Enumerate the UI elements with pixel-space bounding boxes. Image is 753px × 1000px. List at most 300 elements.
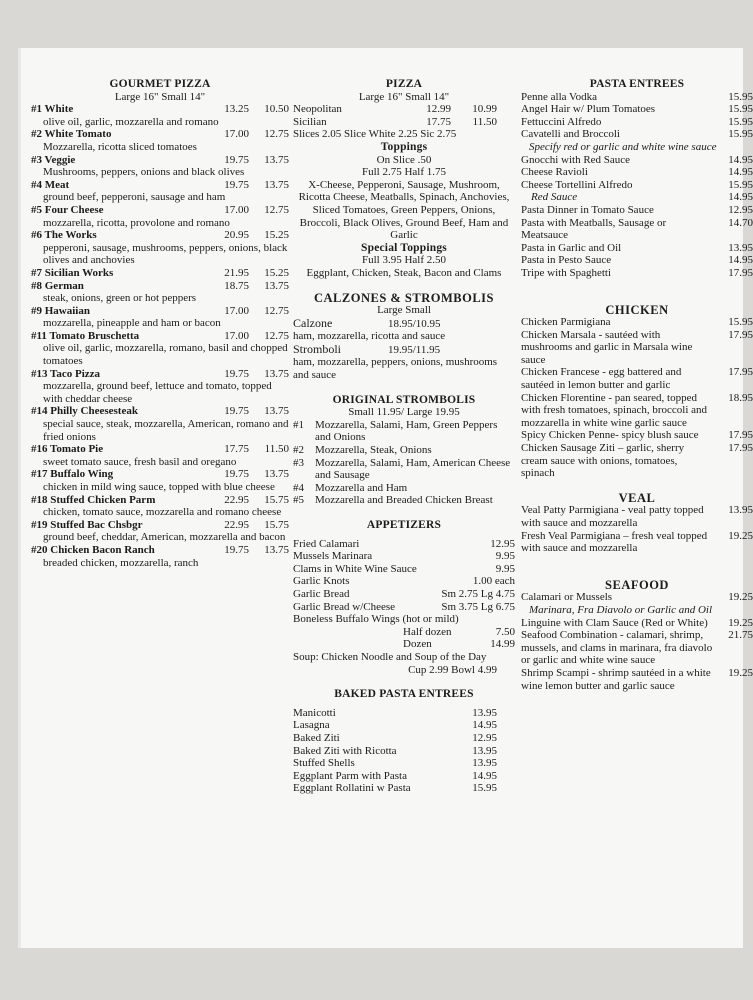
appetizer-name: Garlic Knots bbox=[293, 575, 350, 588]
chicken-name: Chicken Parmigiana bbox=[521, 316, 611, 329]
baked-row bbox=[293, 745, 515, 758]
gourmet-price-small: 12.75 bbox=[264, 203, 289, 216]
pasta-row bbox=[521, 91, 753, 104]
gourmet-item-name: #11 Tomato Bruschetta bbox=[31, 329, 140, 342]
gourmet-item-row bbox=[31, 280, 289, 293]
special-toppings-title: Special Toppings bbox=[361, 241, 447, 254]
original-item-row bbox=[293, 494, 515, 507]
pizza-price-small: 10.99 bbox=[472, 103, 497, 116]
pasta-price: 13.95 bbox=[728, 241, 753, 254]
gourmet-item-name: #8 German bbox=[31, 279, 84, 292]
chicken-name: Chicken Sausage Ziti – garlic, sherry cream sauce with onions, tomatoes, spinach bbox=[521, 442, 685, 480]
menu-page bbox=[18, 48, 753, 948]
original-item-number: #3 bbox=[293, 456, 304, 469]
baked-pasta-title: BAKED PASTA ENTREES bbox=[334, 688, 474, 701]
gourmet-item bbox=[31, 519, 289, 544]
pasta-item bbox=[521, 217, 753, 242]
gourmet-item-row bbox=[31, 229, 289, 242]
gourmet-item-desc: breaded chicken, mozzarella, ranch bbox=[43, 556, 199, 569]
pasta-name: Cheese Ravioli bbox=[521, 166, 588, 179]
gourmet-price-small: 13.75 bbox=[264, 367, 289, 380]
calzone-item-desc: ham, mozzarella, peppers, onions, mushrooms and sauce bbox=[293, 356, 498, 382]
pasta-item bbox=[521, 191, 753, 204]
original-item-number: #1 bbox=[293, 418, 304, 431]
baked-name: Eggplant Parm with Pasta bbox=[293, 769, 407, 782]
gourmet-price-large: 20.95 bbox=[224, 229, 249, 242]
chicken-item bbox=[521, 329, 753, 367]
toppings-title: Toppings bbox=[380, 140, 428, 153]
baked-price: 14.95 bbox=[472, 769, 497, 782]
seafood-title: SEAFOOD bbox=[605, 577, 669, 592]
chicken-price: 17.95 bbox=[728, 442, 753, 455]
gourmet-item-name: #7 Sicilian Works bbox=[31, 266, 114, 279]
pasta-name: Cheese Tortellini Alfredo bbox=[521, 178, 633, 191]
veal-name: Veal Patty Parmigiana - veal patty topped with sauce and mozzarella bbox=[521, 504, 704, 529]
pasta-price: 17.95 bbox=[728, 266, 753, 279]
gourmet-item bbox=[31, 154, 289, 179]
baked-row bbox=[293, 732, 515, 745]
pizza-price-large: 12.99 bbox=[426, 103, 451, 116]
gourmet-price-small: 12.75 bbox=[264, 329, 289, 342]
gourmet-item bbox=[31, 280, 289, 305]
seafood-item bbox=[521, 591, 753, 616]
pasta-row bbox=[521, 179, 753, 192]
chicken-price: 15.95 bbox=[728, 316, 753, 329]
calzone-item-desc: ham, mozzarella, ricotta and sauce bbox=[293, 330, 446, 343]
pasta-item bbox=[521, 179, 753, 192]
gourmet-price-large: 17.00 bbox=[224, 304, 249, 317]
gourmet-price-large: 17.00 bbox=[224, 128, 249, 141]
baked-row bbox=[293, 782, 515, 795]
seafood-name: Calamari or Mussels bbox=[521, 591, 613, 604]
gourmet-item-desc: mozzarella, pineapple and ham or bacon bbox=[43, 317, 221, 330]
pasta-item bbox=[521, 267, 753, 280]
pasta-item bbox=[521, 254, 753, 267]
pasta-name: Fettuccini Alfredo bbox=[521, 115, 602, 128]
appetizer-price: Sm 2.75 Lg 4.75 bbox=[441, 587, 515, 600]
gourmet-price-large: 19.75 bbox=[224, 178, 249, 191]
gourmet-item-row bbox=[31, 154, 289, 167]
baked-price: 14.95 bbox=[472, 719, 497, 732]
calzone-item-row bbox=[293, 317, 515, 331]
calzone-item-row bbox=[293, 343, 515, 357]
chicken-row bbox=[521, 429, 753, 442]
gourmet-item-desc: special sauce, steak, mozzarella, American, romano and fried onions bbox=[43, 418, 289, 443]
seafood-row bbox=[521, 667, 753, 692]
gourmet-item bbox=[31, 443, 289, 468]
appetizer-name: Garlic Bread bbox=[293, 587, 350, 600]
original-item-desc: Mozzarella and Ham bbox=[315, 481, 408, 494]
gourmet-item bbox=[31, 229, 289, 267]
gourmet-item-desc: chicken in mild wing sauce, topped with blue cheese bbox=[43, 481, 275, 493]
gourmet-price-large: 19.75 bbox=[224, 543, 249, 556]
baked-name: Stuffed Shells bbox=[293, 757, 355, 770]
gourmet-price-small: 12.75 bbox=[264, 304, 289, 317]
baked-price: 13.95 bbox=[472, 744, 497, 757]
chicken-price: 17.95 bbox=[728, 366, 753, 379]
gourmet-item bbox=[31, 103, 289, 128]
appetizer-row bbox=[293, 538, 515, 551]
gourmet-price-small: 13.75 bbox=[264, 279, 289, 292]
appetizer-row bbox=[293, 588, 515, 601]
baked-row bbox=[293, 757, 515, 770]
appetizer-price: 1.00 each bbox=[472, 575, 515, 588]
pasta-name: Gnocchi with Red Sauce bbox=[521, 153, 631, 166]
chicken-row bbox=[521, 366, 753, 391]
baked-name: Baked Ziti bbox=[293, 731, 340, 744]
gourmet-list bbox=[31, 103, 289, 569]
chicken-list bbox=[521, 316, 753, 480]
original-strombolis-sizes: Small 11.95/ Large 19.95 bbox=[348, 406, 460, 419]
pasta-item bbox=[521, 242, 753, 255]
gourmet-item bbox=[31, 128, 289, 153]
pasta-price: 12.95 bbox=[728, 203, 753, 216]
gourmet-item bbox=[31, 494, 289, 519]
veal-row bbox=[521, 504, 753, 529]
pasta-item bbox=[521, 116, 753, 129]
gourmet-item-desc: ground beef, cheddar, American, mozzarella and bacon bbox=[43, 531, 286, 544]
gourmet-item-name: #4 Meat bbox=[31, 178, 70, 191]
appetizer-row bbox=[293, 575, 515, 588]
gourmet-price-small: 15.25 bbox=[264, 229, 289, 242]
chicken-item bbox=[521, 442, 753, 480]
gourmet-item bbox=[31, 267, 289, 280]
seafood-name: Seafood Combination - calamari, shrimp, mussels, and clams in marinara, fra diavolo or garlic and white wine sauce bbox=[521, 629, 713, 667]
seafood-row bbox=[521, 591, 753, 604]
pasta-row bbox=[521, 267, 753, 280]
gourmet-price-small: 12.75 bbox=[264, 128, 289, 141]
original-item-desc: Mozzarella, Salami, Ham, Green Peppers and Onions bbox=[315, 418, 498, 444]
pasta-name: Angel Hair w/ Plum Tomatoes bbox=[521, 103, 656, 116]
wings-line: Boneless Buffalo Wings (hot or mild) bbox=[293, 613, 459, 626]
baked-price: 12.95 bbox=[472, 731, 497, 744]
pasta-row bbox=[521, 128, 753, 141]
pizza-sizes: Large 16" Small 14" bbox=[358, 90, 450, 103]
chicken-row bbox=[521, 329, 753, 367]
gourmet-item-row bbox=[31, 305, 289, 318]
baked-row bbox=[293, 707, 515, 720]
gourmet-item-name: #6 The Works bbox=[31, 229, 97, 242]
baked-price: 13.95 bbox=[472, 706, 497, 719]
chicken-price: 17.95 bbox=[728, 328, 753, 341]
gourmet-item-row bbox=[31, 204, 289, 217]
chicken-row bbox=[521, 442, 753, 480]
veal-title: VEAL bbox=[618, 490, 656, 505]
pasta-row bbox=[521, 191, 753, 204]
pasta-price: 15.95 bbox=[728, 90, 753, 103]
gourmet-item-row bbox=[31, 179, 289, 192]
gourmet-price-small: 13.75 bbox=[264, 468, 289, 481]
gourmet-item-desc: ground beef, pepperoni, sausage and ham bbox=[43, 191, 226, 204]
seafood-item bbox=[521, 629, 753, 667]
appetizer-row bbox=[293, 550, 515, 563]
dozen-row: Dozen 14.99 bbox=[403, 638, 515, 651]
pasta-item bbox=[521, 154, 753, 167]
gourmet-price-large: 17.75 bbox=[224, 443, 249, 456]
gourmet-sizes: Large 16" Small 14" bbox=[114, 90, 206, 103]
pasta-price: 15.95 bbox=[728, 178, 753, 191]
gourmet-item-row bbox=[31, 468, 289, 481]
pasta-price: 14.95 bbox=[728, 191, 753, 204]
gourmet-pizza-title: GOURMET PIZZA bbox=[109, 78, 211, 90]
gourmet-item-desc: mozzarella, ground beef, lettuce and tomato, topped with cheddar cheese bbox=[43, 380, 272, 405]
veal-row bbox=[521, 530, 753, 555]
seafood-price: 19.25 bbox=[728, 616, 753, 629]
appetizer-row bbox=[293, 601, 515, 614]
pasta-name: Pasta with Meatballs, Sausage or Meatsauce bbox=[521, 216, 667, 242]
seafood-price: 19.25 bbox=[728, 666, 753, 679]
appetizer-price: Sm 3.75 Lg 6.75 bbox=[441, 600, 515, 613]
calzone-list bbox=[293, 317, 515, 382]
veal-item bbox=[521, 530, 753, 555]
original-item-desc: Mozzarella, Salami, Ham, American Cheese and Sausage bbox=[315, 456, 511, 482]
gourmet-price-small: 11.50 bbox=[264, 443, 289, 456]
slice-prices: Slices 2.05 Slice White 2.25 Sic 2.75 bbox=[293, 128, 457, 141]
on-slice-price: On Slice .50 bbox=[376, 153, 432, 166]
gourmet-item-row bbox=[31, 368, 289, 381]
chicken-item bbox=[521, 366, 753, 391]
gourmet-item-name: #13 Taco Pizza bbox=[31, 367, 101, 380]
pasta-price: 14.95 bbox=[728, 166, 753, 179]
gourmet-item-name: #18 Stuffed Chicken Parm bbox=[31, 493, 156, 506]
gourmet-price-small: 15.75 bbox=[264, 493, 289, 506]
pasta-row bbox=[521, 242, 753, 255]
gourmet-item bbox=[31, 204, 289, 229]
gourmet-item-desc: mozzarella, ricotta, provolone and romano bbox=[43, 216, 230, 229]
appetizer-name: Mussels Marinara bbox=[293, 550, 373, 563]
gourmet-item-name: #19 Stuffed Bac Chsbgr bbox=[31, 518, 143, 531]
chicken-row bbox=[521, 392, 753, 430]
original-strombolis-title: ORIGINAL STROMBOLIS bbox=[332, 393, 476, 406]
pasta-name: Red Sauce bbox=[531, 191, 578, 204]
chicken-item bbox=[521, 316, 753, 329]
baked-row bbox=[293, 719, 515, 732]
half-dozen-row: Half dozen 7.50 bbox=[403, 625, 515, 638]
seafood-name: Linguine with Clam Sauce (Red or White) bbox=[521, 616, 708, 629]
topping-full-half: Full 2.75 Half 1.75 bbox=[361, 166, 447, 179]
pasta-item bbox=[521, 91, 753, 104]
gourmet-price-large: 21.95 bbox=[224, 266, 249, 279]
calzone-item-price: 18.95/10.95 bbox=[388, 317, 441, 330]
appetizer-name: Fried Calamari bbox=[293, 537, 360, 550]
original-item-number: #2 bbox=[293, 444, 304, 457]
gourmet-item-name: #17 Buffalo Wing bbox=[31, 468, 114, 481]
veal-item bbox=[521, 504, 753, 529]
gourmet-item-row bbox=[31, 443, 289, 456]
gourmet-price-small: 13.75 bbox=[264, 543, 289, 556]
gourmet-item bbox=[31, 330, 289, 368]
veal-price: 13.95 bbox=[728, 504, 753, 517]
pizza-item-name: Sicilian bbox=[293, 115, 327, 128]
gourmet-item-desc: steak, onions, green or hot peppers bbox=[43, 292, 197, 305]
pasta-row bbox=[521, 204, 753, 217]
gourmet-price-large: 19.75 bbox=[224, 367, 249, 380]
appetizer-price: 9.95 bbox=[495, 550, 515, 563]
middle-column bbox=[293, 78, 515, 795]
veal-list bbox=[521, 504, 753, 554]
gourmet-price-small: 15.75 bbox=[264, 518, 289, 531]
pasta-name: Pasta in Garlic and Oil bbox=[521, 241, 622, 254]
pasta-row bbox=[521, 154, 753, 167]
gourmet-price-large: 19.75 bbox=[224, 405, 249, 418]
appetizers-title: APPETIZERS bbox=[366, 519, 442, 531]
seafood-item bbox=[521, 667, 753, 692]
gourmet-price-large: 17.00 bbox=[224, 329, 249, 342]
pasta-name: Penne alla Vodka bbox=[521, 90, 597, 103]
pizza-price-large: 17.75 bbox=[426, 115, 451, 128]
gourmet-item-name: #9 Hawaiian bbox=[31, 304, 90, 317]
gourmet-price-large: 13.25 bbox=[224, 103, 249, 116]
special-toppings-list: Eggplant, Chicken, Steak, Bacon and Clams bbox=[306, 266, 502, 279]
gourmet-item-name: #2 White Tomato bbox=[31, 128, 112, 141]
gourmet-item bbox=[31, 468, 289, 493]
gourmet-item bbox=[31, 405, 289, 443]
chicken-item bbox=[521, 392, 753, 430]
pasta-row bbox=[521, 116, 753, 129]
soup-prices: Cup 2.99 Bowl 4.99 bbox=[408, 663, 497, 676]
pasta-item bbox=[521, 103, 753, 116]
pasta-name: Pasta Dinner in Tomato Sauce bbox=[521, 203, 654, 216]
pasta-row bbox=[521, 217, 753, 242]
gourmet-item-desc: chicken, tomato sauce, mozzarella and romano cheese bbox=[43, 506, 282, 519]
pasta-row bbox=[521, 254, 753, 267]
original-list bbox=[293, 419, 515, 507]
gourmet-item-desc: sweet tomato sauce, fresh basil and oregano bbox=[43, 455, 237, 468]
appetizer-list bbox=[293, 538, 515, 614]
gourmet-item bbox=[31, 544, 289, 569]
seafood-name: Shrimp Scampi - shrimp sautéed in a white wine lemon butter and garlic sauce bbox=[521, 666, 711, 692]
appetizer-price: 9.95 bbox=[495, 562, 515, 575]
appetizer-name: Clams in White Wine Sauce bbox=[293, 562, 417, 575]
gourmet-item-row bbox=[31, 103, 289, 116]
original-item-row bbox=[293, 457, 515, 482]
chicken-price: 17.95 bbox=[728, 429, 753, 442]
pasta-price: 14.95 bbox=[728, 254, 753, 267]
special-toppings-prices: Full 3.95 Half 2.50 bbox=[361, 254, 447, 267]
gourmet-item bbox=[31, 179, 289, 204]
gourmet-item-row bbox=[31, 544, 289, 557]
pasta-name: Pasta in Pesto Sauce bbox=[521, 254, 612, 267]
chicken-price: 18.95 bbox=[728, 391, 753, 404]
chicken-title: CHICKEN bbox=[605, 302, 669, 317]
original-item-row bbox=[293, 482, 515, 495]
calzone-item-name: Calzone bbox=[293, 315, 333, 330]
pasta-row bbox=[521, 166, 753, 179]
gourmet-price-large: 19.75 bbox=[224, 153, 249, 166]
pasta-price: 14.70 bbox=[728, 216, 753, 229]
seafood-row bbox=[521, 617, 753, 630]
original-item-number: #5 bbox=[293, 494, 304, 507]
baked-row bbox=[293, 770, 515, 783]
seafood-price: 19.25 bbox=[728, 591, 753, 604]
seafood-row bbox=[521, 629, 753, 667]
pasta-price: 14.95 bbox=[728, 153, 753, 166]
seafood-item bbox=[521, 617, 753, 630]
baked-name: Lasagna bbox=[293, 719, 330, 732]
gourmet-price-small: 13.75 bbox=[264, 178, 289, 191]
appetizer-name: Garlic Bread w/Cheese bbox=[293, 600, 396, 613]
gourmet-item-row bbox=[31, 405, 289, 418]
gourmet-item-name: #20 Chicken Bacon Ranch bbox=[31, 543, 155, 556]
gourmet-item-desc: olive oil, garlic, mozzarella and romano bbox=[43, 115, 219, 128]
baked-price: 15.95 bbox=[472, 782, 497, 795]
soup-line: Soup: Chicken Noodle and Soup of the Day bbox=[293, 650, 487, 663]
pasta-list bbox=[521, 91, 753, 280]
gourmet-item-row bbox=[31, 494, 289, 507]
gourmet-pizza-section bbox=[31, 78, 289, 569]
calzones-title: CALZONES & STROMBOLIS bbox=[314, 290, 494, 305]
gourmet-item-desc: Mozzarella, ricotta sliced tomatoes bbox=[43, 140, 197, 153]
gourmet-item-name: #1 White bbox=[31, 103, 74, 116]
gourmet-item-row bbox=[31, 519, 289, 532]
gourmet-item-desc: olive oil, garlic, mozzarella, romano, basil and chopped tomatoes bbox=[43, 342, 288, 368]
pizza-item-row bbox=[293, 103, 515, 116]
gourmet-item-name: #14 Philly Cheesesteak bbox=[31, 405, 138, 418]
chicken-name: Chicken Francese - egg battered and sautéed in lemon butter and garlic bbox=[521, 366, 682, 392]
pasta-item bbox=[521, 166, 753, 179]
baked-list bbox=[293, 707, 515, 795]
gourmet-item-row bbox=[31, 128, 289, 141]
baked-name: Baked Ziti with Ricotta bbox=[293, 744, 397, 757]
veal-name: Fresh Veal Parmigiana – fresh veal topped with sauce and mozzarella bbox=[521, 529, 708, 555]
gourmet-price-large: 17.00 bbox=[224, 203, 249, 216]
pizza-price-small: 11.50 bbox=[472, 115, 497, 128]
toppings-list: X-Cheese, Pepperoni, Sausage, Mushroom, Ricotta Cheese, Meatballs, Spinach, Anchovies, Sliced Tomatoes, Green Peppers, Onions, Broccoli, Black Olives, Ground Beef, Ham and Garlic bbox=[298, 178, 510, 242]
pizza-title: PIZZA bbox=[385, 78, 423, 90]
pasta-entrees-title: PASTA ENTREES bbox=[589, 78, 685, 90]
original-item-desc: Mozzarella and Breaded Chicken Breast bbox=[315, 494, 493, 507]
original-item-number: #4 bbox=[293, 481, 304, 494]
gourmet-item-desc: Mushrooms, peppers, onions and black olives bbox=[43, 166, 245, 179]
calzones-sizes: Large Small bbox=[377, 304, 431, 317]
chicken-name: Chicken Marsala - sautéed with mushrooms and garlic in Marsala wine sauce bbox=[521, 328, 693, 366]
seafood-note: Marinara, Fra Diavolo or Garlic and Oil bbox=[529, 603, 713, 616]
pasta-name: Tripe with Spaghetti bbox=[521, 266, 612, 279]
baked-name: Manicotti bbox=[293, 706, 336, 719]
pizza-list bbox=[293, 103, 515, 128]
gourmet-item bbox=[31, 305, 289, 330]
right-column bbox=[521, 78, 753, 692]
gourmet-item-name: #5 Four Cheese bbox=[31, 203, 104, 216]
chicken-name: Chicken Florentine - pan seared, topped with fresh tomatoes, spinach, broccoli and mozzarella in white wine garlic sauce bbox=[521, 391, 708, 429]
appetizer-price: 12.95 bbox=[490, 537, 515, 550]
gourmet-item-desc: pepperoni, sausage, mushrooms, peppers, onions, black olives and anchovies bbox=[43, 241, 288, 267]
gourmet-price-small: 15.25 bbox=[264, 266, 289, 279]
gourmet-item-row bbox=[31, 330, 289, 343]
pasta-row bbox=[521, 103, 753, 116]
gourmet-price-large: 22.95 bbox=[224, 493, 249, 506]
pasta-name: Cavatelli and Broccoli bbox=[521, 128, 620, 141]
chicken-row bbox=[521, 316, 753, 329]
gourmet-item-name: #3 Veggie bbox=[31, 153, 76, 166]
seafood-price: 21.75 bbox=[728, 629, 753, 642]
appetizer-row bbox=[293, 563, 515, 576]
gourmet-price-large: 19.75 bbox=[224, 468, 249, 481]
pizza-item-row bbox=[293, 116, 515, 129]
baked-price: 13.95 bbox=[472, 757, 497, 770]
pasta-price: 15.95 bbox=[728, 128, 753, 141]
gourmet-price-small: 10.50 bbox=[264, 103, 289, 116]
veal-price: 19.25 bbox=[728, 529, 753, 542]
calzone-item-name: Stromboli bbox=[293, 341, 342, 356]
pasta-price: 15.95 bbox=[728, 103, 753, 116]
baked-name: Eggplant Rollatini w Pasta bbox=[293, 782, 411, 795]
gourmet-price-large: 22.95 bbox=[224, 518, 249, 531]
gourmet-item-name: #16 Tomato Pie bbox=[31, 443, 104, 456]
seafood-list bbox=[521, 591, 753, 692]
gourmet-price-small: 13.75 bbox=[264, 405, 289, 418]
pasta-item bbox=[521, 204, 753, 217]
